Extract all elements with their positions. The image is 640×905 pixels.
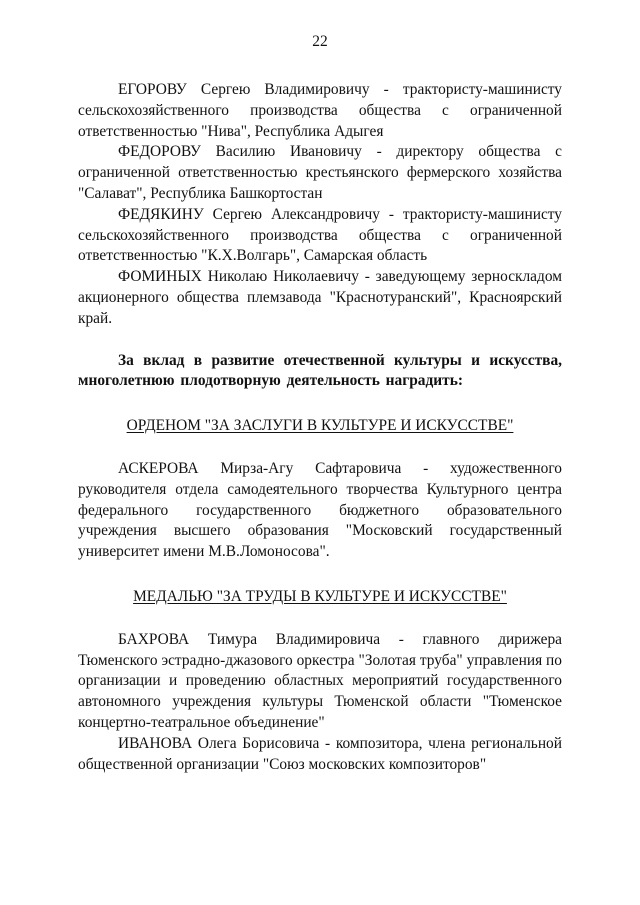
medal-section-heading: МЕДАЛЬЮ "ЗА ТРУДЫ В КУЛЬТУРЕ И ИСКУССТВЕ" bbox=[133, 587, 507, 605]
document-body bbox=[78, 80, 562, 775]
award-statement: За вклад в развитие отечественной культуры и искусства, многолетнюю плодотворную деятельность наградить: bbox=[78, 351, 562, 390]
recipient-details: Василию Ивановичу - директору общества с ограниченной ответственностью крестьянского фермерского хозяйства "Салават", Республика Башкортостан bbox=[78, 143, 562, 202]
award-entry bbox=[78, 267, 562, 329]
award-entry bbox=[78, 734, 562, 776]
recipient-name: БАХРОВА bbox=[118, 630, 190, 648]
recipient-name: ИВАНОВА bbox=[118, 734, 193, 752]
award-entry bbox=[78, 630, 562, 734]
recipient-details: Николаю Николаевичу - заведующему зерноскладом акционерного общества племзавода "Краснотуранский", Красноярский край. bbox=[78, 268, 562, 327]
award-entry bbox=[78, 80, 562, 142]
recipient-name: АСКЕРОВА bbox=[118, 459, 199, 477]
order-section-heading: ОРДЕНОМ "ЗА ЗАСЛУГИ В КУЛЬТУРЕ И ИСКУССТВЕ" bbox=[126, 417, 514, 435]
recipient-details: Тимура Владимировича - главного дирижера Тюменского эстрадно-джазового оркестра "Золотая труба" управления по организации и проведению областных мероприятий государственного автономного учреждения культуры Тюменской области "Тюменское концертно-театральное объединение" bbox=[78, 630, 562, 731]
recipient-details: Сергею Владимировичу - трактористу-машинисту сельскохозяйственного производства общества с ограниченной ответственностью "Нива", Республика Адыгея bbox=[78, 81, 562, 140]
recipient-details: Мирза-Агу Сафтаровича - художественного руководителя отдела самодеятельного творчества Культурного центра федерального государственного бюджетного образовательного учреждения высшего образования "Московский государственный университет имени М.В.Ломоносова". bbox=[78, 459, 562, 561]
recipient-name: ФЕДОРОВУ bbox=[118, 143, 201, 161]
award-entry bbox=[78, 205, 562, 267]
recipient-name: ФЕДЯКИНУ bbox=[118, 205, 204, 223]
award-entry bbox=[78, 459, 562, 563]
award-entry bbox=[78, 142, 562, 204]
recipient-name: ФОМИНЫХ bbox=[118, 268, 202, 286]
recipient-name: ЕГОРОВУ bbox=[118, 81, 187, 98]
recipient-details: Сергею Александровичу - трактористу-машинисту сельскохозяйственного производства общества с ограниченной ответственностью "К.Х.Волгарь", Самарская область bbox=[78, 205, 562, 265]
page-number: 22 bbox=[312, 33, 328, 50]
recipient-details: Олега Борисовича - композитора, члена региональной общественной организации "Союз московских композиторов" bbox=[78, 734, 562, 773]
